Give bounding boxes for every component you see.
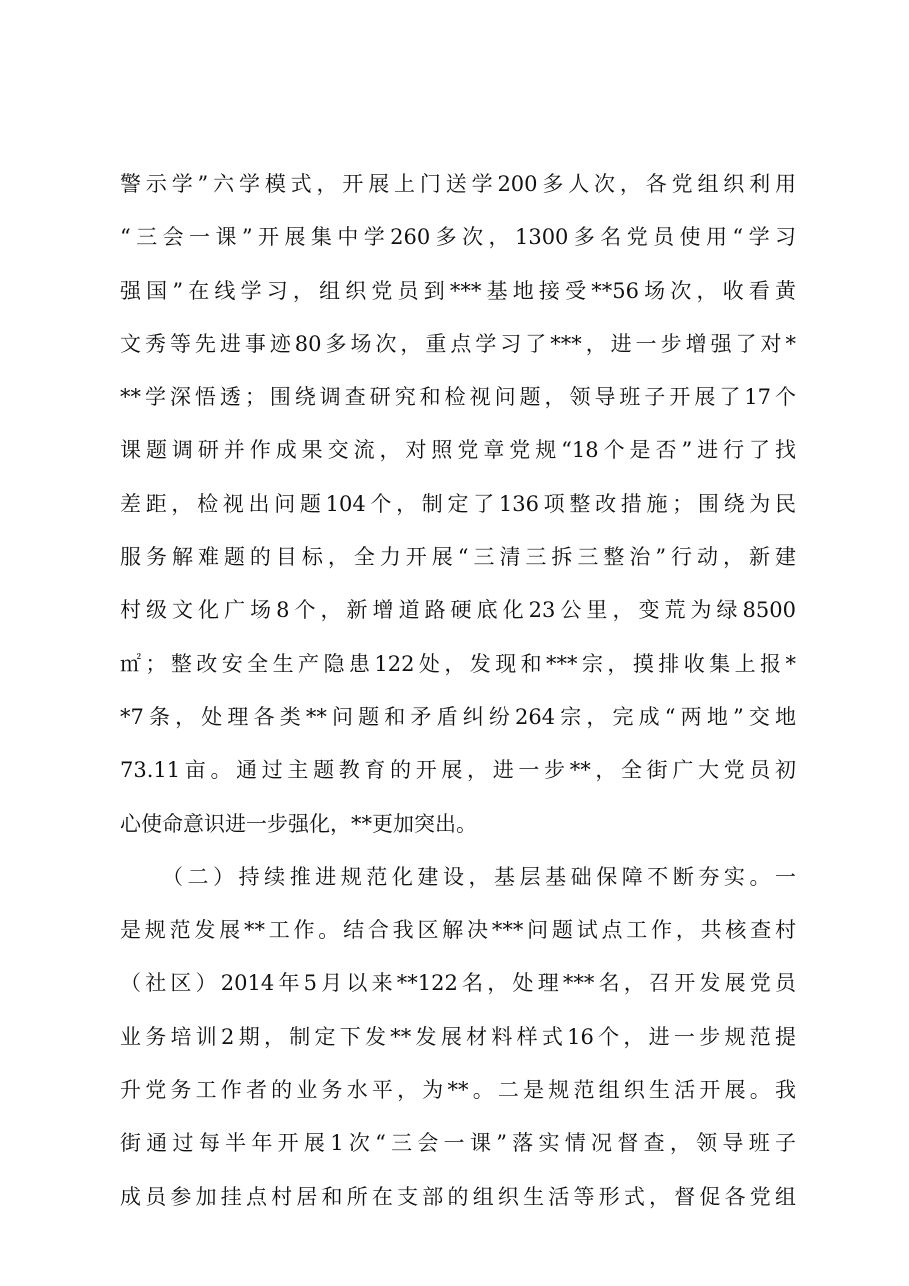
text-line: 73.11亩。通过主题教育的开展，进一步**，全街广大党员初 xyxy=(120,758,796,783)
paragraph-1 xyxy=(120,158,796,851)
text-line: 是规范发展**工作。结合我区解决***问题试点工作，共核查村 xyxy=(120,918,796,943)
document-body xyxy=(120,158,796,1224)
text-line: **学深悟透；围绕调查研究和检视问题，领导班子开展了17个 xyxy=(120,385,796,410)
text-line: 街通过每半年开展1次“三会一课”落实情况督查，领导班子 xyxy=(120,1131,796,1156)
text-line: ㎡；整改安全生产隐患122处，发现和***宗，摸排收集上报* xyxy=(120,651,796,676)
text-line: 业务培训2期，制定下发**发展材料样式16个，进一步规范提 xyxy=(120,1024,796,1049)
text-line: 强国”在线学习，组织党员到***基地接受**56场次，收看黄 xyxy=(120,278,796,303)
text-line: （二）持续推进规范化建设，基层基础保障不断夯实。一 xyxy=(162,864,796,889)
text-line: *7条，处理各类**问题和矛盾纠纷264宗，完成“两地”交地 xyxy=(120,704,796,729)
text-line: 升党务工作者的业务水平，为**。二是规范组织生活开展。我 xyxy=(120,1078,796,1103)
text-line: 文秀等先进事迹80多场次，重点学习了***，进一步增强了对* xyxy=(120,331,796,356)
text-line: “三会一课”开展集中学260多次，1300多名党员使用“学习 xyxy=(120,225,796,250)
text-line: 课题调研并作成果交流，对照党章党规“18个是否”进行了找 xyxy=(120,438,796,463)
text-line: 差距，检视出问题104个，制定了136项整改措施；围绕为民 xyxy=(120,491,796,516)
paragraph-2 xyxy=(120,851,796,1224)
text-line: 成员参加挂点村居和所在支部的组织生活等形式，督促各党组 xyxy=(120,1184,796,1209)
text-line: 服务解难题的目标，全力开展“三清三拆三整治”行动，新建 xyxy=(120,545,796,570)
text-line: 心使命意识进一步强化，**更加突出。 xyxy=(120,811,477,836)
text-line: 村级文化广场8个，新增道路硬底化23公里，变荒为绿8500 xyxy=(120,598,796,623)
text-line: （社区）2014年5月以来**122名，处理***名，召开发展党员 xyxy=(120,971,796,996)
text-line: 警示学”六学模式，开展上门送学200多人次，各党组织利用 xyxy=(120,172,796,196)
